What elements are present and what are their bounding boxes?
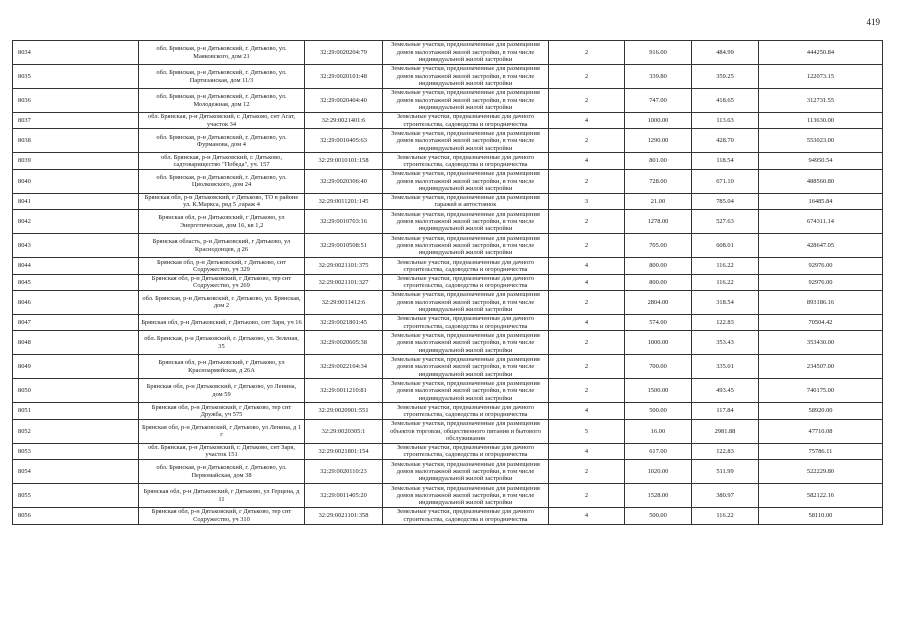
group-cell: 2 — [549, 169, 625, 193]
specific-value-cell: 118.54 — [692, 153, 759, 169]
table-row — [13, 258, 883, 274]
table-row — [13, 508, 883, 524]
address-cell: Брянская обл, р-н Дятьковский, г Дятьково, тер снт Содружество, уч 269 — [139, 274, 305, 290]
cadastral-number-cell: 32:29:0022104:34 — [305, 355, 383, 379]
land-use-cell: Земельные участки, предназначенные для дачного строительства, садоводства и огородничества — [383, 508, 549, 524]
cadastral-value-cell: 75786.11 — [759, 443, 883, 459]
page-number: 419 — [866, 17, 880, 27]
group-cell: 4 — [549, 508, 625, 524]
row-number: 8051 — [13, 403, 139, 419]
cadastral-number-cell: 32:29:0020204:79 — [305, 41, 383, 65]
row-number: 8056 — [13, 508, 139, 524]
group-cell: 3 — [549, 193, 625, 209]
row-number: 8034 — [13, 41, 139, 65]
cadastral-number-cell: 32:29:0010703:16 — [305, 210, 383, 234]
cadastral-number-cell: 32:29:0011405:20 — [305, 484, 383, 508]
table-row — [13, 331, 883, 355]
cadastral-number-cell: 32:29:0020404:40 — [305, 89, 383, 113]
address-cell: Брянская обл, р-н Дятьковский, г Дятьково, тер снт Дружба, уч 575 — [139, 403, 305, 419]
land-use-cell: Земельные участки, предназначенные для размещения домов малоэтажной жилой застройки, в том числе индивидуальной жилой застройки — [383, 89, 549, 113]
cadastral-number-cell: 32:29:0011412:6 — [305, 290, 383, 314]
cadastral-value-cell: 740175.00 — [759, 379, 883, 403]
table-row — [13, 113, 883, 129]
area-cell: 747.00 — [625, 89, 692, 113]
group-cell: 4 — [549, 258, 625, 274]
specific-value-cell: 318.54 — [692, 290, 759, 314]
area-cell: 1000.00 — [625, 331, 692, 355]
specific-value-cell: 122.83 — [692, 443, 759, 459]
cadastral-value-cell: 893186.16 — [759, 290, 883, 314]
cadastral-value-cell: 92976.00 — [759, 274, 883, 290]
specific-value-cell: 608.01 — [692, 234, 759, 258]
address-cell: Брянская обл, р-н Дятьковский, г Дятьково, снт Заря, уч 16 — [139, 314, 305, 330]
cadastral-value-cell: 16485.84 — [759, 193, 883, 209]
group-cell: 4 — [549, 113, 625, 129]
address-cell: Брянская обл, р-н Дятьковский, г Дятьково, снт Содружество, уч 329 — [139, 258, 305, 274]
table-row — [13, 89, 883, 113]
specific-value-cell: 511.99 — [692, 460, 759, 484]
row-number: 8050 — [13, 379, 139, 403]
cadastral-value-cell: 312731.55 — [759, 89, 883, 113]
cadastral-value-cell: 522229.80 — [759, 460, 883, 484]
address-cell: обл. Брянская, р-н Дятьковский, г. Дятьково, ул. Зеленая, 35 — [139, 331, 305, 355]
row-number: 8055 — [13, 484, 139, 508]
table-row — [13, 153, 883, 169]
cadastral-value-cell: 47710.08 — [759, 419, 883, 443]
table-row — [13, 129, 883, 153]
specific-value-cell: 116.22 — [692, 274, 759, 290]
cadastral-value-cell: 58110.00 — [759, 508, 883, 524]
cadastral-value-cell: 488560.80 — [759, 169, 883, 193]
row-number: 8039 — [13, 153, 139, 169]
row-number: 8053 — [13, 443, 139, 459]
specific-value-cell: 116.22 — [692, 258, 759, 274]
land-use-cell: Земельные участки, предназначенные для дачного строительства, садоводства и огородничества — [383, 113, 549, 129]
address-cell: обл. Брянская, р-н Дятьковский, г. Дятьково, ул. Молодежная, дом 12 — [139, 89, 305, 113]
cadastral-value-cell: 553023.00 — [759, 129, 883, 153]
land-use-cell: Земельные участки, предназначенные для размещения домов малоэтажной жилой застройки, в том числе индивидуальной жилой застройки — [383, 234, 549, 258]
cadastral-number-cell: 32:29:0020110:23 — [305, 460, 383, 484]
cadastral-number-cell: 32:29:0020605:38 — [305, 331, 383, 355]
land-use-cell: Земельные участки, предназначенные для размещения домов малоэтажной жилой застройки, в том числе индивидуальной жилой застройки — [383, 379, 549, 403]
table-row — [13, 169, 883, 193]
area-cell: 339.80 — [625, 65, 692, 89]
address-cell: Брянская обл, р-н Дятьковский, г Дятьково, ТО в районе ул. К.Маркса, ряд 5 ,гараж 4 — [139, 193, 305, 209]
land-use-cell: Земельные участки, предназначенные для размещения домов малоэтажной жилой застройки, в том числе индивидуальной жилой застройки — [383, 210, 549, 234]
cadastral-number-cell: 32:29:0021101:375 — [305, 258, 383, 274]
area-cell: 728.00 — [625, 169, 692, 193]
area-cell: 705.00 — [625, 234, 692, 258]
cadastral-number-cell: 32:29:0010405:63 — [305, 129, 383, 153]
cadastral-number-cell: 32:29:0021101:327 — [305, 274, 383, 290]
row-number: 8035 — [13, 65, 139, 89]
cadastral-number-cell: 32:29:0021401:6 — [305, 113, 383, 129]
area-cell: 21.00 — [625, 193, 692, 209]
area-cell: 800.00 — [625, 274, 692, 290]
address-cell: обл. Брянская, р-н Дятьковский, г. Дятьково, ул. Циолковского, дом 24 — [139, 169, 305, 193]
table-row — [13, 460, 883, 484]
specific-value-cell: 117.84 — [692, 403, 759, 419]
area-cell: 1528.00 — [625, 484, 692, 508]
table-row — [13, 419, 883, 443]
group-cell: 2 — [549, 331, 625, 355]
row-number: 8054 — [13, 460, 139, 484]
group-cell: 2 — [549, 379, 625, 403]
land-use-cell: Земельные участки, предназначенные для размещения домов малоэтажной жилой застройки, в том числе индивидуальной жилой застройки — [383, 355, 549, 379]
cadastral-value-cell: 234507.00 — [759, 355, 883, 379]
row-number: 8049 — [13, 355, 139, 379]
cadastral-value-cell: 94950.54 — [759, 153, 883, 169]
table-body — [13, 41, 883, 525]
table-row — [13, 65, 883, 89]
cadastral-number-cell: 32:29:0020901:551 — [305, 403, 383, 419]
cadastral-value-cell: 428647.05 — [759, 234, 883, 258]
area-cell: 700.00 — [625, 355, 692, 379]
address-cell: обл. Брянская, р-н Дятьковский, г. Дятьково, ул. Фурманова, дом 4 — [139, 129, 305, 153]
row-number: 8045 — [13, 274, 139, 290]
cadastral-number-cell: 32:29:0010508:51 — [305, 234, 383, 258]
area-cell: 801.00 — [625, 153, 692, 169]
row-number: 8044 — [13, 258, 139, 274]
table-row — [13, 484, 883, 508]
land-use-cell: Земельные участки, предназначенные для дачного строительства, садоводства и огородничества — [383, 258, 549, 274]
cadastral-value-cell: 582122.16 — [759, 484, 883, 508]
land-use-cell: Земельные участки, предназначенные для дачного строительства, садоводства и огородничества — [383, 403, 549, 419]
row-number: 8048 — [13, 331, 139, 355]
group-cell: 2 — [549, 460, 625, 484]
land-use-cell: Земельные участки, предназначенные для дачного строительства, садоводства и огородничества — [383, 443, 549, 459]
group-cell: 4 — [549, 153, 625, 169]
specific-value-cell: 785.04 — [692, 193, 759, 209]
cadastral-value-cell: 122073.15 — [759, 65, 883, 89]
row-number: 8037 — [13, 113, 139, 129]
specific-value-cell: 116.22 — [692, 508, 759, 524]
table-row — [13, 290, 883, 314]
area-cell: 1000.00 — [625, 113, 692, 129]
address-cell: Брянская обл, р-н Дятьковский, г Дятьково, ул Герцена, д 11 — [139, 484, 305, 508]
group-cell: 2 — [549, 290, 625, 314]
address-cell: обл. Брянская, р-н Дятьковский, г. Дятьково, ул. Партизанская, дом 11/3 — [139, 65, 305, 89]
address-cell: обл. Брянская, р-н Дятьковский, г. Дятьково, снт Агат, участок 34 — [139, 113, 305, 129]
address-cell: обл. Брянская, р-н Дятьковский, г. Дятьково, ул. Первомайская, дом 38 — [139, 460, 305, 484]
table-row — [13, 210, 883, 234]
land-use-cell: Земельные участки, предназначенные для размещения объектов торговли, общественного питания и бытового обслуживания — [383, 419, 549, 443]
group-cell: 2 — [549, 355, 625, 379]
table-row — [13, 41, 883, 65]
group-cell: 4 — [549, 443, 625, 459]
cadastral-number-cell: 32:29:0020305:1 — [305, 419, 383, 443]
group-cell: 2 — [549, 41, 625, 65]
specific-value-cell: 671.10 — [692, 169, 759, 193]
group-cell: 4 — [549, 314, 625, 330]
group-cell: 2 — [549, 89, 625, 113]
specific-value-cell: 380.97 — [692, 484, 759, 508]
land-use-cell: Земельные участки, предназначенные для дачного строительства, садоводства и огородничества — [383, 274, 549, 290]
table-row — [13, 355, 883, 379]
address-cell: Брянская обл, р-н Дятьковский, г Дятьково, ул Энергетическая, дом 16, кв 1,2 — [139, 210, 305, 234]
row-number: 8043 — [13, 234, 139, 258]
area-cell: 500.00 — [625, 403, 692, 419]
cadastral-value-cell: 92976.00 — [759, 258, 883, 274]
group-cell: 2 — [549, 234, 625, 258]
cadastral-value-table — [12, 40, 883, 525]
land-use-cell: Земельные участки, предназначенные для дачного строительства, садоводства и огородничества — [383, 153, 549, 169]
row-number: 8036 — [13, 89, 139, 113]
specific-value-cell: 359.25 — [692, 65, 759, 89]
land-use-cell: Земельные участки, предназначенные для размещения домов малоэтажной жилой застройки, в том числе индивидуальной жилой застройки — [383, 460, 549, 484]
table-row — [13, 193, 883, 209]
cadastral-number-cell: 32:29:0011201:145 — [305, 193, 383, 209]
table-row — [13, 274, 883, 290]
specific-value-cell: 113.63 — [692, 113, 759, 129]
specific-value-cell: 335.01 — [692, 355, 759, 379]
cadastral-value-cell: 58920.00 — [759, 403, 883, 419]
group-cell: 4 — [549, 403, 625, 419]
row-number: 8041 — [13, 193, 139, 209]
cadastral-number-cell: 32:29:0021101:358 — [305, 508, 383, 524]
area-cell: 16.00 — [625, 419, 692, 443]
group-cell: 2 — [549, 484, 625, 508]
address-cell: обл. Брянская, р-н Дятьковский, г. Дятьково, садтоварищество "Победа", уч. 157 — [139, 153, 305, 169]
specific-value-cell: 418.65 — [692, 89, 759, 113]
specific-value-cell: 527.63 — [692, 210, 759, 234]
land-use-cell: Земельные участки, предназначенные для размещения домов малоэтажной жилой застройки, в том числе индивидуальной жилой застройки — [383, 129, 549, 153]
address-cell: Брянская обл, р-н Дятьковский, г Дятьково, ул Красноармейская, д 26А — [139, 355, 305, 379]
address-cell: обл. Брянская, р-н Дятьковский, г. Дятьково, снт Заря, участок 151 — [139, 443, 305, 459]
land-use-cell: Земельные участки, предназначенные для размещения домов малоэтажной жилой застройки, в том числе индивидуальной жилой застройки — [383, 290, 549, 314]
land-use-cell: Земельные участки, предназначенные для размещения гаражей и автостоянок — [383, 193, 549, 209]
cadastral-value-cell: 674311.14 — [759, 210, 883, 234]
table-row — [13, 443, 883, 459]
cadastral-number-cell: 32:29:0021801:45 — [305, 314, 383, 330]
specific-value-cell: 2981.88 — [692, 419, 759, 443]
row-number: 8038 — [13, 129, 139, 153]
cadastral-number-cell: 32:29:0011210:81 — [305, 379, 383, 403]
address-cell: Брянская обл, р-н Дятьковский, г Дятьково, ул Ленина, д 1 г — [139, 419, 305, 443]
cadastral-number-cell: 32:29:0020101:48 — [305, 65, 383, 89]
cadastral-value-cell: 444250.84 — [759, 41, 883, 65]
land-use-cell: Земельные участки, предназначенные для размещения домов малоэтажной жилой застройки, в том числе индивидуальной жилой застройки — [383, 41, 549, 65]
cadastral-number-cell: 32:29:0021801:154 — [305, 443, 383, 459]
area-cell: 916.00 — [625, 41, 692, 65]
address-cell: Брянская область, р-н Дятьковский, г Дятьково, ул Краснодонцев, д 26 — [139, 234, 305, 258]
cadastral-value-cell: 70504.42 — [759, 314, 883, 330]
area-cell: 500.00 — [625, 508, 692, 524]
area-cell: 2804.00 — [625, 290, 692, 314]
address-cell: Брянская обл, р-н Дятьковский, г Дятьково, ул Ленина, дом 59 — [139, 379, 305, 403]
row-number: 8047 — [13, 314, 139, 330]
area-cell: 1278.00 — [625, 210, 692, 234]
specific-value-cell: 122.83 — [692, 314, 759, 330]
land-use-cell: Земельные участки, предназначенные для размещения домов малоэтажной жилой застройки, в том числе индивидуальной жилой застройки — [383, 169, 549, 193]
table-row — [13, 314, 883, 330]
area-cell: 617.00 — [625, 443, 692, 459]
area-cell: 574.00 — [625, 314, 692, 330]
cadastral-number-cell: 32:29:0010101:158 — [305, 153, 383, 169]
group-cell: 2 — [549, 129, 625, 153]
land-use-cell: Земельные участки, предназначенные для дачного строительства, садоводства и огородничества — [383, 314, 549, 330]
group-cell: 4 — [549, 274, 625, 290]
specific-value-cell: 428.70 — [692, 129, 759, 153]
row-number: 8046 — [13, 290, 139, 314]
group-cell: 2 — [549, 210, 625, 234]
area-cell: 1500.00 — [625, 379, 692, 403]
land-use-cell: Земельные участки, предназначенные для размещения домов малоэтажной жилой застройки, в том числе индивидуальной жилой застройки — [383, 484, 549, 508]
specific-value-cell: 484.99 — [692, 41, 759, 65]
land-use-cell: Земельные участки, предназначенные для размещения домов малоэтажной жилой застройки, в том числе индивидуальной жилой застройки — [383, 331, 549, 355]
land-use-cell: Земельные участки, предназначенные для размещения домов малоэтажной жилой застройки, в том числе индивидуальной жилой застройки — [383, 65, 549, 89]
row-number: 8052 — [13, 419, 139, 443]
group-cell: 5 — [549, 419, 625, 443]
table-row — [13, 379, 883, 403]
table-row — [13, 234, 883, 258]
table-row — [13, 403, 883, 419]
row-number: 8040 — [13, 169, 139, 193]
specific-value-cell: 493.45 — [692, 379, 759, 403]
cadastral-value-cell: 353430.00 — [759, 331, 883, 355]
area-cell: 800.00 — [625, 258, 692, 274]
row-number: 8042 — [13, 210, 139, 234]
specific-value-cell: 353.43 — [692, 331, 759, 355]
address-cell: Брянская обл, р-н Дятьковский, г Дятьково, тер снт Содружество, уч 310 — [139, 508, 305, 524]
cadastral-number-cell: 32:29:0020306:40 — [305, 169, 383, 193]
address-cell: обл. Брянская, р-н Дятьковский, г. Дятьково, ул. Брянская, дом 2 — [139, 290, 305, 314]
cadastral-value-cell: 113630.00 — [759, 113, 883, 129]
address-cell: обл. Брянская, р-н Дятьковский, г. Дятьково, ул. Маяковского, дом 21 — [139, 41, 305, 65]
area-cell: 1290.00 — [625, 129, 692, 153]
group-cell: 2 — [549, 65, 625, 89]
area-cell: 1020.00 — [625, 460, 692, 484]
